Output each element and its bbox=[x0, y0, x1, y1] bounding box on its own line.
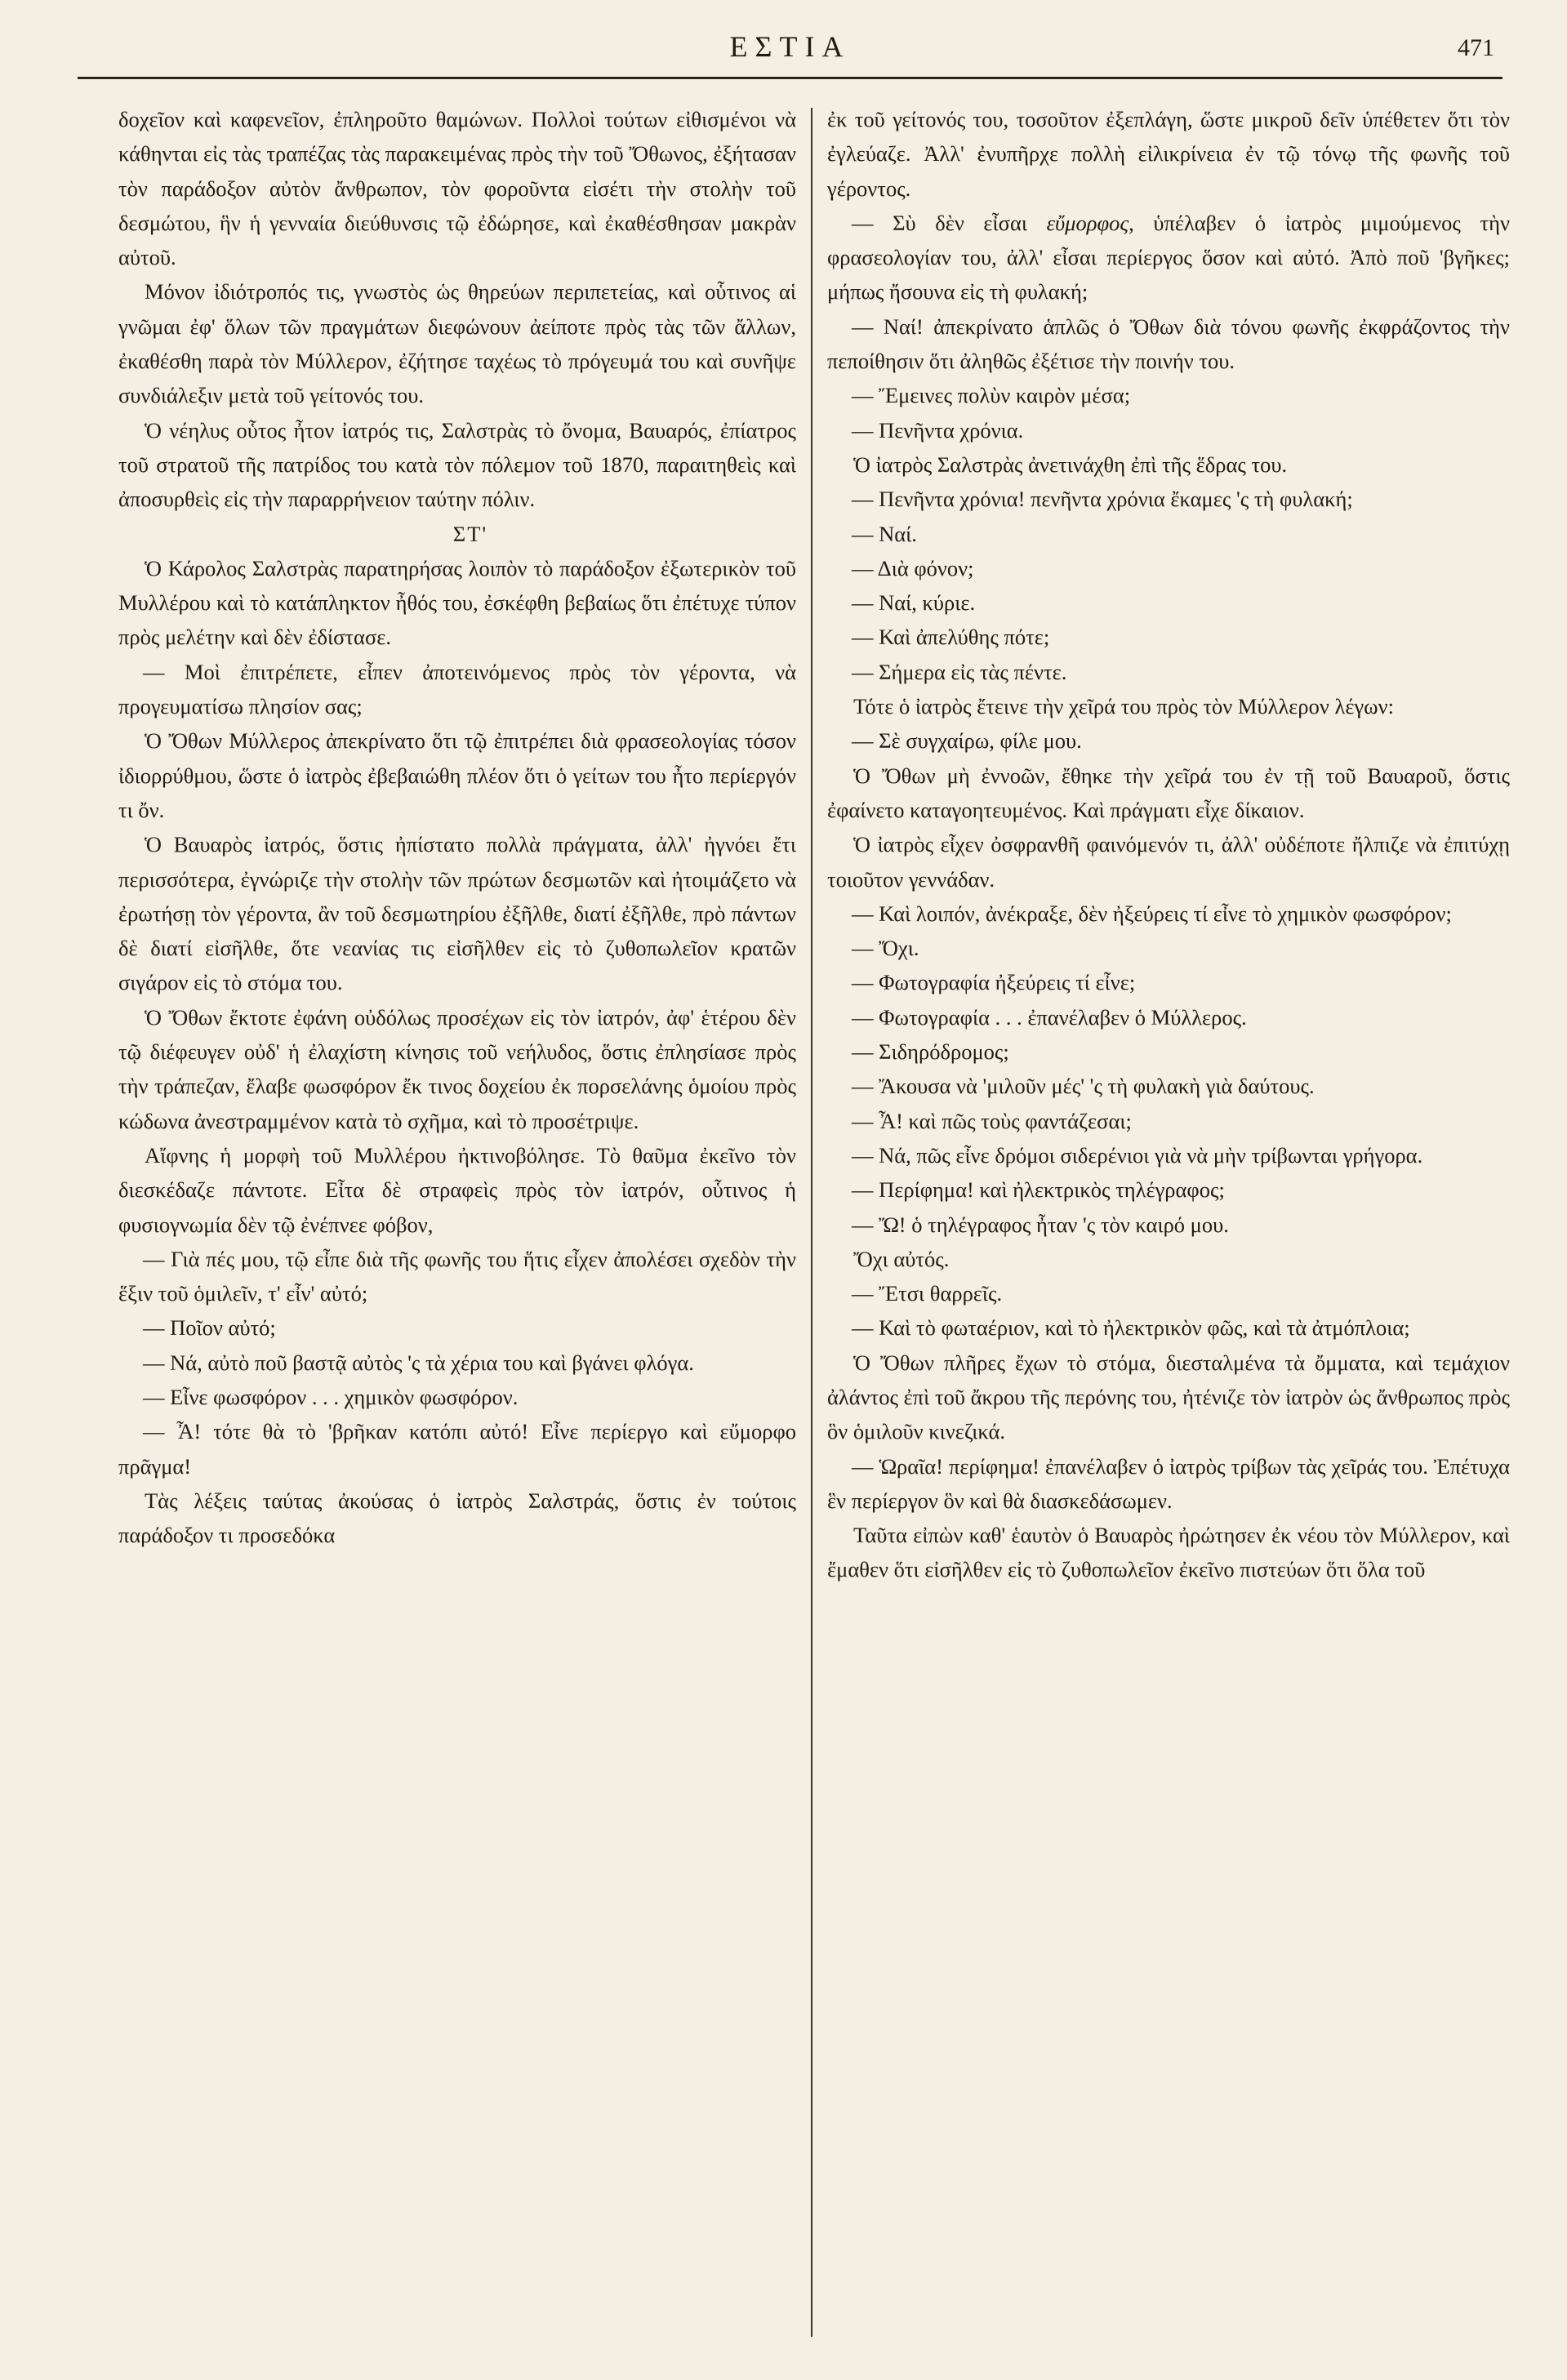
dialogue-line: — Πενῆντα χρόνια! πενῆντα χρόνια ἔκαμες 'ς τὴ φυλακή; bbox=[852, 487, 1353, 512]
dialogue-line: — Ἔτσι θαρρεῖς. bbox=[852, 1281, 1003, 1306]
dialogue-line: — Ναί. bbox=[852, 521, 917, 546]
header-rule bbox=[78, 77, 1502, 79]
paragraph: Ὁ Κάρολος Σαλστρὰς παρατηρήσας λοιπὸν τὸ παράδοξον ἐξωτερικὸν τοῦ Μυλλέρου καὶ τὸ κατάπληκτον ἦθός του, ἐσκέφθη βεβαίως ὅτι ἐπέτυχε τύπον πρὸς μελέτην καὶ δὲν ἐδίστασε. bbox=[118, 555, 796, 650]
dialogue-line: — Ναί! ἀπεκρίνατο ἁπλῶς ὁ Ὄθων διὰ τόνου φωνῆς ἐκφράζοντος τὴν πεποίθησιν ὅτι ἀληθῶς ἐξέτισε τὴν ποινήν του. bbox=[827, 314, 1510, 374]
running-title: ΕΣΤΙΑ bbox=[729, 30, 851, 63]
dialogue-line: — Περίφημα! καὶ ἠλεκτρικὸς τηλέγραφος; bbox=[852, 1177, 1225, 1203]
paragraph: δοχεῖον καὶ καφενεῖον, ἐπληροῦτο θαμώνων. Πολλοὶ τούτων εἰθισμένοι νὰ κάθηνται εἰς τὰς τραπέζας τὰς παρακειμένας πρὸς τὴν τοῦ Ὄθωνος, ἐξήτασαν τὸν παράδοξον αὐτὸν ἄνθρωπον, τὸν φοροῦντα εἰσέτι τὴν στολὴν τοῦ δεσμώτου, ἣν ἡ γενναία διεύθυνσις τῷ ἐδώρησε, καὶ ἐκαθέσθησαν μακρὰν αὐτοῦ. bbox=[118, 107, 796, 270]
dialogue-line: — Καὶ ἀπελύθης πότε; bbox=[852, 625, 1050, 650]
dialogue-line: — Πενῆντα χρόνια. bbox=[852, 417, 1024, 443]
dialogue-line: — Ὡραῖα! περίφημα! ἐπανέλαβεν ὁ ἰατρὸς τρίβων τὰς χεῖράς του. Ἐπέτυχα ἓν περίεργον ὃν καὶ θὰ διασκεδάσωμεν. bbox=[827, 1453, 1510, 1513]
dialogue-line: — Ὤ! ὁ τηλέγραφος ἦταν 'ς τὸν καιρό μου. bbox=[852, 1212, 1229, 1237]
dialogue-line: — Ἆ! καὶ πῶς τοὺς φαντάζεσαι; bbox=[852, 1108, 1132, 1133]
dialogue-line: — Ποῖον αὐτό; bbox=[143, 1315, 276, 1341]
paragraph: Μόνον ἰδιότροπός τις, γνωστὸς ὡς θηρεύων περιπετείας, καὶ οὗτινος αἱ γνῶμαι ἐφ' ὅλων τῶν πραγμάτων διεφώνουν ἀείποτε πρὸς τὰς τῶν ἄλλων, ἐκαθέσθη παρὰ τὸν Μύλλερον, ἐζήτησε ταχέως τὸ πρόγευμά του καὶ συνῆψε συνδιάλεξιν μετὰ τοῦ γείτονός του. bbox=[118, 279, 796, 408]
paragraph: Τὰς λέξεις ταύτας ἀκούσας ὁ ἰατρὸς Σαλστράς, ὅστις ἐν τούτοις παράδοξον τι προσεδόκα bbox=[118, 1488, 796, 1548]
paragraph: ἐκ τοῦ γείτονός του, τοσοῦτον ἐξεπλάγη, ὥστε μικροῦ δεῖν ὑπέθετεν ὅτι τὸν ἐγλεύαζε. Ἀλλ' ἐνυπῆρχε πολλὴ εἰλικρίνεια ἐν τῷ τόνῳ τῆς φωνῆς τοῦ γέροντος. bbox=[827, 107, 1510, 201]
dialogue-line: — Ἆ! τότε θὰ τὸ 'βρῆκαν κατόπι αὐτό! Εἶνε περίεργο καὶ εὔμορφο πρᾶγμα! bbox=[118, 1419, 796, 1479]
dialogue-line: — Καὶ τὸ φωταέριον, καὶ τὸ ἠλεκτρικὸν φῶς, καὶ τὰ ἀτμόπλοια; bbox=[852, 1315, 1410, 1341]
dialogue-line: — Νά, πῶς εἶνε δρόμοι σιδερένιοι γιὰ νὰ μὴν τρίβωνται γρήγορα. bbox=[852, 1142, 1423, 1168]
dialogue-line: — Φωτογραφία ἠξεύρεις τί εἶνε; bbox=[852, 970, 1136, 995]
text-run: , ὑπέλαβεν ὁ ἰατρὸς μιμούμενος τὴν φρασεολογίαν του, ἀλλ' εἶσαι περίεργος ὅσον καὶ αὐτό. Ἀπὸ ποῦ 'βγῆκες; μήπως ἤσουνα εἰς τὴ φυλακή; bbox=[827, 210, 1510, 305]
page-header bbox=[78, 23, 1502, 73]
paragraph: Ὁ Βαυαρὸς ἰατρός, ὅστις ἠπίστατο πολλὰ πράγματα, ἀλλ' ἠγνόει ἔτι περισσότερα, ἐγνώριζε τὴν στολὴν τῶν πρώτων δεσμωτῶν καὶ ἠτοιμάζετο νὰ ἐρωτήσῃ τὸν γέροντα, ἂν τοῦ δεσμωτηρίου ἐξῆλθε, διατί ἐξῆλθε, πρὸ πάντων δὲ διατί εἰσῆλθε, ὅτε νεανίας τις εἰσῆλθεν εἰς τὸ ζυθοπωλεῖον κρατῶν σιγάρον εἰς τὸ στόμα του. bbox=[118, 832, 796, 995]
dialogue-line: — Γιὰ πές μου, τῷ εἶπε διὰ τῆς φωνῆς του ἥτις εἶχεν ἀπολέσει σχεδὸν τὴν ἕξιν τοῦ ὁμιλεῖν, τ' εἶν' αὐτό; bbox=[118, 1246, 796, 1306]
dialogue-line: — Μοὶ ἐπιτρέπετε, εἶπεν ἀποτεινόμενος πρὸς τὸν γέροντα, νὰ προγευματίσω πλησίον σας; bbox=[118, 659, 796, 719]
paragraph: Ὁ Ὄθων ἔκτοτε ἐφάνη οὐδόλως προσέχων εἰς τὸν ἰατρόν, ἀφ' ἑτέρου δὲν τῷ διέφευγεν οὐδ' ἡ ἐλαχίστη κίνησις τοῦ νεήλυδος, ὅστις ἐπλησίασε πρὸς τὴν τράπεζαν, ἔλαβε φωσφόρον ἔκ τινος δοχείου ἐκ πορσελάνης ὁμοίου πρὸς κώδωνα ἀνεστραμμένον κατὰ τὸ σχῆμα, καὶ τὸ προσέτριψε. bbox=[118, 1004, 796, 1133]
paragraph: Ταῦτα εἰπὼν καθ' ἑαυτὸν ὁ Βαυαρὸς ἠρώτησεν ἐκ νέου τὸν Μύλλερον, καὶ ἔμαθεν ὅτι εἰσῆλθεν εἰς τὸ ζυθοπωλεῖον ἐκεῖνο πιστεύων ὅτι ὅλα τοῦ bbox=[827, 1523, 1510, 1582]
left-column bbox=[118, 102, 796, 2339]
paragraph: Ὁ Ὄθων πλῆρες ἔχων τὸ στόμα, διεσταλμένα τὰ ὄμματα, καὶ τεμάχιον ἀλάντος ἐπὶ τοῦ ἄκρου τῆς περόνης του, ἠτένιζε τὸν ἰατρὸν ὡς ἄνθρωπος πρὸς ὃν ὁμιλοῦν κινεζικά. bbox=[827, 1350, 1510, 1444]
dialogue-line: — Εἶνε φωσφόρον . . . χημικὸν φωσφόρον. bbox=[143, 1384, 519, 1409]
dialogue-line: — Σήμερα εἰς τὰς πέντε. bbox=[852, 659, 1067, 684]
dialogue-line: — Σιδηρόδρομος; bbox=[852, 1039, 1009, 1065]
dialogue-line: — Σὲ συγχαίρω, φίλε μου. bbox=[852, 728, 1082, 754]
paragraph: Ὁ ἰατρὸς Σαλστρὰς ἀνετινάχθη ἐπὶ τῆς ἕδρας του. bbox=[853, 452, 1288, 477]
paragraph: Ὄχι αὐτός. bbox=[853, 1246, 950, 1271]
column-divider bbox=[811, 108, 812, 2337]
section-numeral: ΣΤ' bbox=[452, 521, 488, 546]
dialogue-line: — Καὶ λοιπόν, ἀνέκραξε, δὲν ἠξεύρεις τί εἶνε τὸ χημικὸν φωσφόρον; bbox=[852, 901, 1452, 926]
dialogue-line: — Ἄκουσα νὰ 'μιλοῦν μές' 'ς τὴ φυλακὴ γιὰ δαύτους. bbox=[852, 1074, 1315, 1099]
paragraph: Τότε ὁ ἰατρὸς ἔτεινε τὴν χεῖρά του πρὸς τὸν Μύλλερον λέγων: bbox=[853, 694, 1394, 719]
paragraph: Ὁ Ὄθων μὴ ἐννοῶν, ἔθηκε τὴν χεῖρά του ἐν τῇ τοῦ Βαυαροῦ, ὅστις ἐφαίνετο καταγοητευμένος. Καὶ πράγματι εἶχε δίκαιον. bbox=[827, 763, 1510, 822]
text-run: — Σὺ δὲν εἶσαι bbox=[852, 210, 1047, 235]
right-column bbox=[827, 102, 1510, 2339]
paragraph: Ὁ Ὄθων Μύλλερος ἀπεκρίνατο ὅτι τῷ ἐπιτρέπει διὰ φρασεολογίας τόσον ἰδιορρύθμου, ὥστε ὁ ἰατρὸς ἐβεβαιώθη πλέον ὅτι ὁ γείτων του ἦτο περίεργόν τι ὄν. bbox=[118, 728, 796, 822]
dialogue-line: — Ἔμεινες πολὺν καιρὸν μέσα; bbox=[852, 383, 1131, 408]
dialogue-line: — Νά, αὐτὸ ποῦ βαστᾷ αὐτὸς 'ς τὰ χέρια του καὶ βγάνει φλόγα. bbox=[143, 1350, 694, 1375]
dialogue-line: — Ὄχι. bbox=[852, 936, 919, 961]
emphasized-word: εὔμορφος bbox=[1046, 210, 1129, 235]
dialogue-line: — Ναί, κύριε. bbox=[852, 590, 976, 616]
dialogue-line: — Διὰ φόνον; bbox=[852, 555, 974, 581]
paragraph: Αἴφνης ἡ μορφὴ τοῦ Μυλλέρου ἠκτινοβόλησε. Τὸ θαῦμα ἐκεῖνο τὸν διεσκέδαζε πάντοτε. Εἶτα δὲ στραφεὶς πρὸς τὸν ἰατρόν, οὗτινος ἡ φυσιογνωμία δὲν τῷ ἐνέπνεε φόβον, bbox=[118, 1142, 796, 1237]
dialogue-line bbox=[827, 206, 1510, 309]
paragraph: Ὁ ἰατρὸς εἶχεν ὀσφρανθῆ φαινόμενόν τι, ἀλλ' οὐδέποτε ἤλπιζε νὰ ἐπιτύχῃ τοιοῦτον γεννάδαν. bbox=[827, 832, 1510, 892]
dialogue-line: — Φωτογραφία . . . ἐπανέλαβεν ὁ Μύλλερος. bbox=[852, 1004, 1247, 1030]
page-number: 471 bbox=[1458, 34, 1494, 61]
paragraph: Ὁ νέηλυς οὗτος ἦτον ἰατρός τις, Σαλστρὰς τὸ ὄνομα, Βαυαρός, ἐπίατρος τοῦ στρατοῦ τῆς πατρίδος του κατὰ τὸν πόλεμον τοῦ 1870, παραιτηθεὶς καὶ ἀποσυρθεὶς εἰς τὴν παραρρήνειον ταύτην πόλιν. bbox=[118, 417, 796, 512]
